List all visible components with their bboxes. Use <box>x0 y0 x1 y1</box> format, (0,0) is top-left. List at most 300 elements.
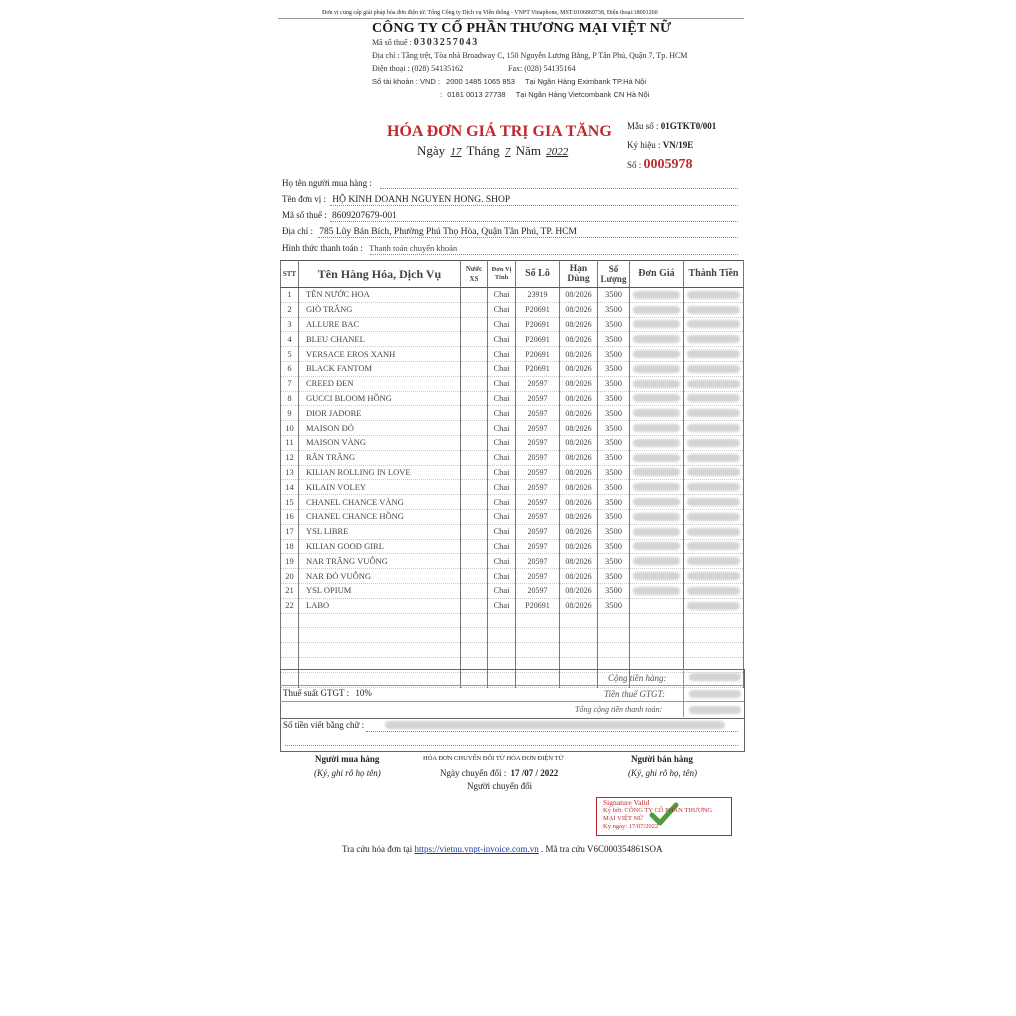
row-expiry: 08/2026 <box>560 450 598 465</box>
buyer-unit-label: Tên đơn vị : <box>282 194 327 204</box>
row-stt: 22 <box>281 598 299 613</box>
row-lot: P20691 <box>516 302 560 317</box>
amount-redacted <box>687 365 740 373</box>
amount-redacted <box>687 320 740 328</box>
row-lot: 20597 <box>516 509 560 524</box>
month-value: 7 <box>504 146 511 158</box>
vat-rate: 10% <box>355 688 372 698</box>
row-expiry: 08/2026 <box>560 332 598 347</box>
row-name: KILIAN GOOD GIRL <box>299 539 461 554</box>
row-amount <box>684 376 744 391</box>
words-label: Số tiền viết bằng chữ : <box>283 720 365 730</box>
table-row <box>281 361 744 376</box>
grand-total-value-redacted <box>689 706 741 714</box>
row-stt: 13 <box>281 465 299 480</box>
row-lot: 20597 <box>516 435 560 450</box>
amount-redacted <box>687 350 740 358</box>
row-name: NAR TRẮNG VUÔNG <box>299 554 461 569</box>
lookup-link[interactable]: https://vietnu.vnpt-invoice.com.vn <box>414 844 539 854</box>
row-expiry: 08/2026 <box>560 347 598 362</box>
empty-cell <box>281 628 299 643</box>
row-unit: Chai <box>488 288 516 303</box>
row-qty: 3500 <box>598 598 630 613</box>
row-lot: P20691 <box>516 361 560 376</box>
row-unit: Chai <box>488 539 516 554</box>
vat-label: Tiền thuế GTGT: <box>604 689 666 699</box>
row-origin <box>461 598 488 613</box>
payment-line <box>370 254 738 255</box>
row-lot: 20597 <box>516 539 560 554</box>
row-stt: 17 <box>281 524 299 539</box>
amount-redacted <box>687 306 740 314</box>
empty-cell <box>684 643 744 658</box>
row-unit: Chai <box>488 583 516 598</box>
row-amount <box>684 539 744 554</box>
row-lot: 20597 <box>516 554 560 569</box>
row-qty: 3500 <box>598 347 630 362</box>
signature-valid-box <box>596 797 732 836</box>
buyer-address-row <box>282 226 577 237</box>
row-qty: 3500 <box>598 509 630 524</box>
amount-redacted <box>687 528 740 536</box>
amount-redacted <box>687 454 740 462</box>
lookup-prefix: Tra cứu hóa đơn tại <box>342 844 413 854</box>
empty-cell <box>630 643 684 658</box>
row-unit: Chai <box>488 495 516 510</box>
row-amount <box>684 569 744 584</box>
row-stt: 9 <box>281 406 299 421</box>
row-name: KILAIN VOLEY <box>299 480 461 495</box>
row-amount <box>684 391 744 406</box>
header-stt: STT <box>281 261 299 288</box>
row-name: CREED ĐEN <box>299 376 461 391</box>
empty-cell <box>488 613 516 628</box>
table-row <box>281 302 744 317</box>
words-line-1 <box>366 731 738 732</box>
row-unit: Chai <box>488 391 516 406</box>
seller-tax-code: 0303257043 <box>413 37 479 48</box>
row-unit: Chai <box>488 598 516 613</box>
row-stt: 14 <box>281 480 299 495</box>
row-unit: Chai <box>488 332 516 347</box>
provider-note: Đơn vị cung cấp giải pháp hóa đơn điện tử: Tổng Công ty Dịch vụ Viễn thông - VNPT Vinaphone, MST:0106869738, Điện thoại:18001260 <box>322 10 658 16</box>
amount-redacted <box>687 439 740 447</box>
row-qty: 3500 <box>598 480 630 495</box>
row-qty: 3500 <box>598 465 630 480</box>
table-row-empty <box>281 613 744 628</box>
year-label: Năm <box>515 143 541 158</box>
account-label: Số tài khoản : VND : <box>372 77 440 86</box>
row-stt: 12 <box>281 450 299 465</box>
row-unit: Chai <box>488 421 516 436</box>
table-row <box>281 539 744 554</box>
table-row <box>281 288 744 303</box>
row-name: CHANEL CHANCE HỒNG <box>299 509 461 524</box>
empty-cell <box>299 628 461 643</box>
year-value: 2022 <box>546 146 569 158</box>
row-amount <box>684 406 744 421</box>
row-amount <box>684 317 744 332</box>
empty-cell <box>488 643 516 658</box>
vat-rate-label: Thuế suất GTGT : <box>283 688 350 698</box>
row-expiry: 08/2026 <box>560 569 598 584</box>
row-name: BLEU CHANEL <box>299 332 461 347</box>
row-price <box>630 539 684 554</box>
row-amount <box>684 495 744 510</box>
row-price <box>630 391 684 406</box>
row-qty: 3500 <box>598 435 630 450</box>
seller-fax: Fax: (028) 54135164 <box>508 64 576 73</box>
totals-divider-1 <box>280 685 744 686</box>
account-2-prefix: : <box>440 90 443 99</box>
seller-sign-sub: (Ký, ghi rõ họ, tên) <box>628 768 697 778</box>
amount-redacted <box>687 572 740 580</box>
row-name: DIOR JADORE <box>299 406 461 421</box>
row-price <box>630 347 684 362</box>
row-name: RẮN TRẮNG <box>299 450 461 465</box>
price-redacted <box>633 380 680 388</box>
row-qty: 3500 <box>598 288 630 303</box>
row-price <box>630 421 684 436</box>
seller-name: CÔNG TY CỔ PHẦN THƯƠNG MẠI VIỆT NỮ <box>372 21 672 36</box>
row-amount <box>684 450 744 465</box>
amount-redacted <box>687 468 740 476</box>
buyer-sign-title: Người mua hàng <box>315 754 380 764</box>
row-qty: 3500 <box>598 539 630 554</box>
valid-date: Ký ngày: 17/07/2022 <box>603 823 659 830</box>
price-redacted <box>633 454 680 462</box>
symbol-label: Ký hiệu : <box>627 140 661 150</box>
valid-title: Signature Valid <box>603 798 650 807</box>
table-row <box>281 406 744 421</box>
seller-account-row-1 <box>372 77 646 86</box>
row-qty: 3500 <box>598 406 630 421</box>
invoice-title: HÓA ĐƠN GIÁ TRỊ GIA TĂNG <box>387 123 612 140</box>
converted-date-label: Ngày chuyển đổi : <box>440 768 507 778</box>
price-redacted <box>633 513 680 521</box>
table-row <box>281 480 744 495</box>
table-row <box>281 421 744 436</box>
row-origin <box>461 509 488 524</box>
row-expiry: 08/2026 <box>560 598 598 613</box>
serial-number: 0005978 <box>643 157 693 172</box>
top-rule <box>278 18 744 19</box>
words-value-redacted <box>385 721 725 729</box>
price-redacted <box>633 542 680 550</box>
invoice-date <box>417 143 570 159</box>
header-qty: Số Lượng <box>598 261 630 288</box>
row-unit: Chai <box>488 554 516 569</box>
empty-cell <box>461 643 488 658</box>
row-lot: 20597 <box>516 465 560 480</box>
row-stt: 21 <box>281 583 299 598</box>
header-name: Tên Hàng Hóa, Dịch Vụ <box>299 261 461 288</box>
price-redacted <box>633 587 680 595</box>
row-qty: 3500 <box>598 361 630 376</box>
amount-redacted <box>687 498 740 506</box>
row-price <box>630 598 684 613</box>
empty-cell <box>598 613 630 628</box>
header-origin: Nước XS <box>461 261 488 288</box>
row-stt: 10 <box>281 421 299 436</box>
row-qty: 3500 <box>598 524 630 539</box>
buyer-tax: 8609207679-001 <box>332 211 397 221</box>
row-qty: 3500 <box>598 421 630 436</box>
row-price <box>630 406 684 421</box>
row-name: ALLURE BAC <box>299 317 461 332</box>
row-origin <box>461 495 488 510</box>
buyer-unit: HỘ KINH DOANH NGUYEN HONG. SHOP <box>332 195 511 205</box>
buyer-name-label: Họ tên người mua hàng : <box>282 178 372 188</box>
row-price <box>630 435 684 450</box>
row-lot: P20691 <box>516 317 560 332</box>
goods-total-label: Cộng tiền hàng: <box>608 673 667 683</box>
row-lot: 23919 <box>516 288 560 303</box>
row-stt: 16 <box>281 509 299 524</box>
row-lot: 20597 <box>516 480 560 495</box>
row-name: CHANEL CHANCE VÀNG <box>299 495 461 510</box>
row-name: BLACK FANTOM <box>299 361 461 376</box>
row-price <box>630 524 684 539</box>
seller-tax-label: Mã số thuế : <box>372 38 412 47</box>
empty-cell <box>560 628 598 643</box>
row-lot: 20597 <box>516 391 560 406</box>
day-value: 17 <box>450 146 462 158</box>
row-amount <box>684 509 744 524</box>
payment-method: Thanh toán chuyển khoản <box>369 243 458 253</box>
row-lot: 20597 <box>516 421 560 436</box>
row-qty: 3500 <box>598 332 630 347</box>
row-qty: 3500 <box>598 450 630 465</box>
row-lot: 20597 <box>516 376 560 391</box>
row-unit: Chai <box>488 435 516 450</box>
amount-redacted <box>687 424 740 432</box>
grand-total-label: Tổng cộng tiền thanh toán: <box>575 705 663 714</box>
row-price <box>630 302 684 317</box>
form-number-row <box>627 121 716 131</box>
row-qty: 3500 <box>598 391 630 406</box>
row-price <box>630 465 684 480</box>
header-lot: Số Lô <box>516 261 560 288</box>
seller-sign-title: Người bán hàng <box>631 754 693 764</box>
row-origin <box>461 302 488 317</box>
vat-value-redacted <box>689 690 741 698</box>
row-expiry: 08/2026 <box>560 480 598 495</box>
amount-redacted <box>687 380 740 388</box>
serial-label: Số : <box>627 160 642 170</box>
row-origin <box>461 391 488 406</box>
price-redacted <box>633 498 680 506</box>
form-label: Mẫu số : <box>627 121 659 131</box>
row-stt: 3 <box>281 317 299 332</box>
row-expiry: 08/2026 <box>560 391 598 406</box>
row-expiry: 08/2026 <box>560 495 598 510</box>
row-name: GIÒ TRẮNG <box>299 302 461 317</box>
row-amount <box>684 583 744 598</box>
totals-divider-2 <box>280 701 744 702</box>
row-amount <box>684 524 744 539</box>
goods-total-value-redacted <box>689 673 741 681</box>
row-name: MAISON ĐỎ <box>299 421 461 436</box>
seller-phone: Điện thoại : (028) 54135162 <box>372 64 464 73</box>
row-lot: P20691 <box>516 347 560 362</box>
row-origin <box>461 361 488 376</box>
converted-date: 17 /07 / 2022 <box>510 768 559 778</box>
row-qty: 3500 <box>598 569 630 584</box>
row-expiry: 08/2026 <box>560 376 598 391</box>
table-row <box>281 524 744 539</box>
row-unit: Chai <box>488 347 516 362</box>
row-unit: Chai <box>488 406 516 421</box>
seller-account-row-2 <box>440 90 649 99</box>
row-origin <box>461 465 488 480</box>
table-row <box>281 569 744 584</box>
account-2: 0181 0013 27738 <box>447 90 506 99</box>
header-amount: Thành Tiền <box>684 261 744 288</box>
row-unit: Chai <box>488 376 516 391</box>
amount-redacted <box>687 394 740 402</box>
price-redacted <box>633 335 680 343</box>
row-lot: 20597 <box>516 495 560 510</box>
table-row <box>281 465 744 480</box>
amount-redacted <box>687 291 740 299</box>
row-origin <box>461 317 488 332</box>
row-price <box>630 332 684 347</box>
buyer-unit-line <box>330 205 738 206</box>
row-expiry: 08/2026 <box>560 465 598 480</box>
row-name: TÊN NƯỚC HOA <box>299 288 461 303</box>
row-unit: Chai <box>488 302 516 317</box>
table-row <box>281 450 744 465</box>
row-name: KILIAN ROLLING IN LOVE <box>299 465 461 480</box>
amount-redacted <box>687 557 740 565</box>
row-price <box>630 480 684 495</box>
row-amount <box>684 361 744 376</box>
valid-by: Ký bởi: CÔNG TY CỔ PHẦN THƯƠNG MẠI VIỆT NỮ <box>603 807 713 822</box>
table-row <box>281 598 744 613</box>
price-redacted <box>633 483 680 491</box>
row-price <box>630 509 684 524</box>
row-unit: Chai <box>488 450 516 465</box>
amount-redacted <box>687 513 740 521</box>
row-origin <box>461 288 488 303</box>
row-name: GUCCI BLOOM HỒNG <box>299 391 461 406</box>
row-origin <box>461 524 488 539</box>
amount-redacted <box>687 335 740 343</box>
table-row-empty <box>281 628 744 643</box>
table-header <box>281 261 744 288</box>
row-name: LABO <box>299 598 461 613</box>
row-stt: 11 <box>281 435 299 450</box>
row-expiry: 08/2026 <box>560 435 598 450</box>
seller-tax-row <box>372 37 479 48</box>
empty-cell <box>630 613 684 628</box>
row-price <box>630 583 684 598</box>
header-expiry: Hạn Dùng <box>560 261 598 288</box>
empty-cell <box>281 643 299 658</box>
row-stt: 18 <box>281 539 299 554</box>
row-stt: 1 <box>281 288 299 303</box>
row-price <box>630 361 684 376</box>
row-amount <box>684 332 744 347</box>
row-expiry: 08/2026 <box>560 288 598 303</box>
row-price <box>630 495 684 510</box>
row-lot: 20597 <box>516 406 560 421</box>
form-number: 01GTKT0/001 <box>660 121 717 131</box>
empty-cell <box>461 628 488 643</box>
amount-redacted <box>687 542 740 550</box>
buyer-address: 785 Lũy Bán Bích, Phường Phú Thọ Hòa, Quận Tân Phú, TP. HCM <box>319 227 577 237</box>
row-stt: 19 <box>281 554 299 569</box>
row-name: MAISON VÀNG <box>299 435 461 450</box>
row-origin <box>461 376 488 391</box>
table-row <box>281 495 744 510</box>
row-name: YSL LIBRE <box>299 524 461 539</box>
price-redacted <box>633 572 680 580</box>
row-expiry: 08/2026 <box>560 583 598 598</box>
price-redacted <box>633 306 680 314</box>
row-unit: Chai <box>488 480 516 495</box>
row-origin <box>461 539 488 554</box>
buyer-sign-sub: (Ký, ghi rõ họ tên) <box>314 768 381 778</box>
row-amount <box>684 302 744 317</box>
table-row <box>281 347 744 362</box>
row-price <box>630 376 684 391</box>
table-row <box>281 583 744 598</box>
payment-row <box>282 243 457 253</box>
row-amount <box>684 554 744 569</box>
row-origin <box>461 583 488 598</box>
empty-cell <box>299 613 461 628</box>
row-price <box>630 450 684 465</box>
row-lot: 20597 <box>516 569 560 584</box>
amount-redacted <box>687 587 740 595</box>
row-qty: 3500 <box>598 317 630 332</box>
totals-col-divider <box>683 669 684 717</box>
row-qty: 3500 <box>598 376 630 391</box>
table-row <box>281 391 744 406</box>
row-unit: Chai <box>488 317 516 332</box>
buyer-unit-row <box>282 194 510 205</box>
buyer-name-line <box>380 188 738 189</box>
account-1: 2000 1485 1065 853 <box>446 77 515 86</box>
row-lot: 20597 <box>516 524 560 539</box>
row-stt: 5 <box>281 347 299 362</box>
row-stt: 2 <box>281 302 299 317</box>
converter-label: Người chuyển đổi <box>467 781 533 791</box>
empty-cell <box>560 613 598 628</box>
table-row <box>281 376 744 391</box>
row-price <box>630 569 684 584</box>
price-redacted <box>633 365 680 373</box>
row-amount <box>684 480 744 495</box>
row-origin <box>461 450 488 465</box>
row-qty: 3500 <box>598 583 630 598</box>
empty-cell <box>684 613 744 628</box>
row-lot: P20691 <box>516 332 560 347</box>
empty-cell <box>299 643 461 658</box>
buyer-tax-line <box>330 221 738 222</box>
amount-redacted <box>687 483 740 491</box>
price-redacted <box>633 424 680 432</box>
empty-cell <box>598 628 630 643</box>
row-origin <box>461 480 488 495</box>
table-row <box>281 435 744 450</box>
price-redacted <box>633 409 680 417</box>
symbol-row <box>627 140 693 150</box>
row-origin <box>461 421 488 436</box>
price-redacted <box>633 557 680 565</box>
